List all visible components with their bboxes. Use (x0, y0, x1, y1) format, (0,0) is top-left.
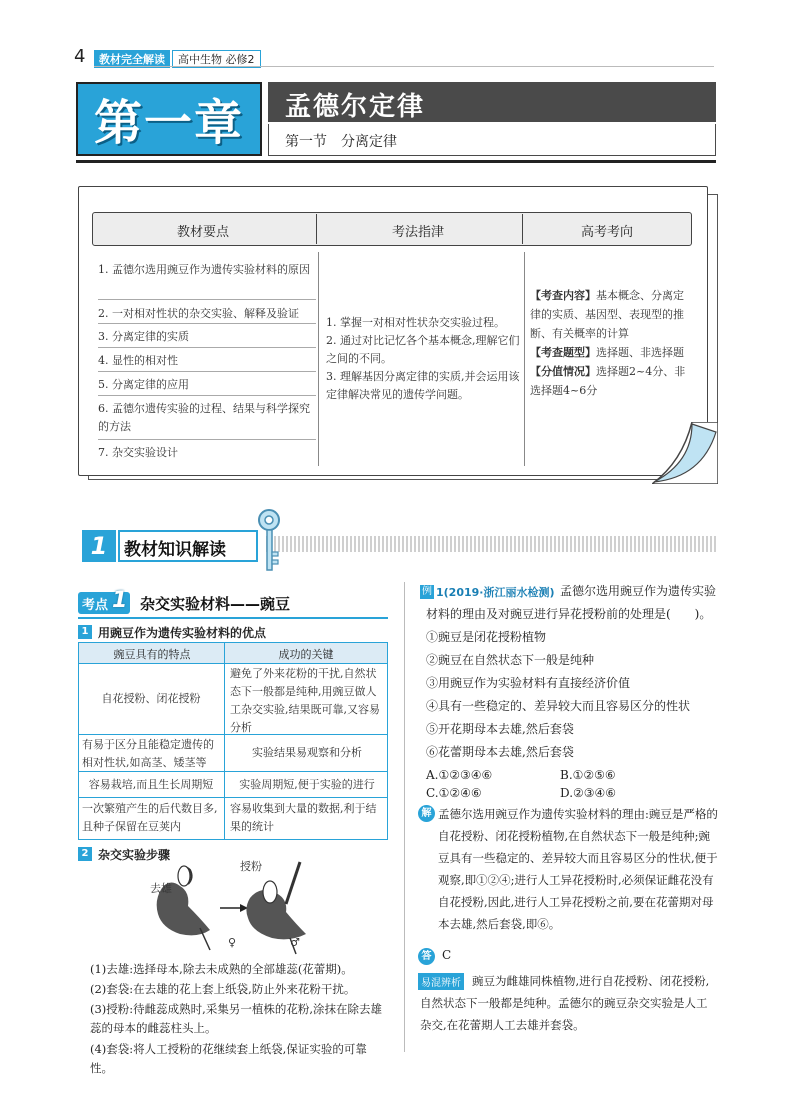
point-rule (98, 371, 316, 372)
point-rule (98, 395, 316, 396)
table-cell: 容易栽培,而且生长周期短 (88, 778, 214, 791)
overview-point: 7. 杂交实验设计 (98, 446, 178, 459)
example-item: ④具有一些稳定的、差异较大而且容易区分的性状 (426, 699, 691, 713)
chapter-label: 第一章 (93, 95, 244, 151)
kaodian-label: 考点 (82, 598, 109, 613)
trend-score-label: 【分值情况】 (530, 365, 596, 378)
point-rule (98, 439, 316, 440)
example-stem: 材料的理由及对豌豆进行异花授粉前的处理是( )。 (426, 607, 712, 621)
method-item: 2. 通过对比记忆各个基本概念,理解它们之间的不同。 (326, 334, 520, 365)
option-d: D.②③④⑥ (560, 786, 617, 800)
step-item: (1)去雄:选择母本,除去未成熟的全部雄蕊(花蕾期)。 (90, 962, 353, 976)
overview-point: 3. 分离定律的实质 (98, 330, 189, 343)
example-item: ⑤开花期母本去雄,然后套袋 (426, 722, 574, 736)
option-a: A.①②③④⑥ (426, 768, 493, 782)
page-curl-icon (652, 422, 718, 484)
example-item: ①豌豆是闭花授粉植物 (426, 630, 547, 644)
option-b: B.①②⑤⑥ (560, 768, 616, 782)
confusion-text: 豌豆为雌雄同株植物,进行自花授粉、闭花授粉,自然状态下一般都是纯种。孟德尔的豌豆杂交实验是人工杂交,在花蕾期人工去雄并套袋。 (420, 974, 710, 1032)
column-divider (318, 252, 319, 466)
trend-content-label: 【考查内容】 (530, 289, 596, 302)
table-cell: 自花授粉、闭花授粉 (101, 692, 201, 705)
point-rule (98, 347, 316, 348)
column-separator (404, 582, 405, 1052)
figure-label-left: 去雄 (150, 882, 172, 895)
overview-col-header: 高考考向 (580, 225, 633, 240)
method-item: 3. 理解基因分离定律的实质,并会运用该定律解决常见的遗传学问题。 (326, 370, 520, 401)
overview-point: 4. 显性的相对性 (98, 354, 178, 367)
table-col-header: 成功的关键 (278, 648, 334, 661)
figure-label-right: 授粉 (240, 860, 262, 873)
table-cell: 一次繁殖产生的后代数目多,且种子保留在豆荚内 (82, 802, 218, 833)
trend-score-text: 选择题2~4分、非选择题4~6分 (530, 365, 686, 397)
overview-trends (530, 286, 690, 400)
trend-type-label: 【考查题型】 (530, 346, 596, 359)
figure-male-symbol: ♂ (290, 936, 300, 949)
chapter-title: 孟德尔定律 (285, 92, 426, 122)
explanation-text: 孟德尔选用豌豆作为遗传实验材料的理由:豌豆是严格的自花授粉、闭花授粉植物,在自然状态下一般是纯种;豌豆具有一些稳定的、差异较大而且容易区分的性状,便于观察,即①②④;进行人工异花授粉时,必须保证雌花没有自花授粉,因此,进行人工异花授粉之前,要在花蕾期对母本去雄,然后套袋,即⑥。 (438, 807, 718, 931)
example-item: ②豌豆在自然状态下一般是纯种 (426, 653, 595, 667)
option-c: C.①②④⑥ (426, 786, 482, 800)
series-tag: 教材完全解读 (94, 50, 170, 68)
kaodian-underline (78, 617, 388, 619)
overview-point: 6. 孟德尔遗传实验的过程、结果与科学探究的方法 (98, 402, 310, 433)
answer-badge: 答 (418, 948, 435, 965)
table-cell: 实验周期短,便于实验的进行 (239, 778, 375, 791)
table-col-divider (224, 642, 225, 840)
example-stem-first: 孟德尔选用豌豆作为遗传实验 (560, 584, 717, 598)
section-heading: 教材知识解读 (124, 540, 226, 560)
sub-number-badge: 2 (78, 847, 92, 861)
example-badge: 例 (422, 586, 432, 597)
overview-col-header: 教材要点 (176, 225, 229, 240)
table-cell: 容易收集到大量的数据,利于结果的统计 (230, 802, 377, 833)
overview-col-header: 考法指津 (391, 225, 444, 240)
overview-point: 1. 孟德尔选用豌豆作为遗传实验材料的原因 (98, 263, 310, 276)
page-number: 4 (74, 46, 86, 67)
step-item: (3)授粉:待雌蕊成熟时,采集另一植株的花粉,涂抹在除去雄蕊的母本的雌蕊柱头上。 (90, 1002, 382, 1035)
section-stripe (266, 536, 718, 552)
trend-type-text: 选择题、非选择题 (596, 346, 684, 359)
table-col-header: 豌豆具有的特点 (113, 648, 191, 661)
kaodian-title: 杂交实验材料——豌豆 (140, 595, 291, 613)
overview-methods (326, 314, 520, 404)
course-tag: 高中生物 必修2 (172, 50, 261, 68)
sub-title: 用豌豆作为遗传实验材料的优点 (98, 626, 267, 640)
kaodian-number: 1 (112, 588, 128, 613)
example-item: ③用豌豆作为实验材料有直接经济价值 (426, 676, 631, 690)
header-divider (316, 214, 317, 244)
step-item: (2)套袋:在去雄的花上套上纸袋,防止外来花粉干扰。 (90, 982, 356, 996)
example-source: 1(2019·浙江丽水检测) (436, 586, 555, 599)
point-rule (98, 299, 316, 300)
column-divider (524, 252, 525, 466)
sub-number-badge: 1 (78, 625, 92, 639)
answer-text: C (442, 948, 452, 962)
sub-title: 杂交实验步骤 (98, 848, 171, 862)
section-title: 第一节 分离定律 (285, 134, 397, 150)
step-item: (4)套袋:将人工授粉的花继续套上纸袋,保证实验的可靠性。 (90, 1042, 367, 1075)
method-item: 1. 掌握一对相对性状杂交实验过程。 (326, 316, 505, 329)
key-icon (256, 508, 282, 574)
explanation-badge: 解 (418, 805, 435, 822)
point-rule (98, 323, 316, 324)
figure-female-symbol: ♀ (228, 936, 237, 949)
header-divider (522, 214, 523, 244)
table-cell: 避免了外来花粉的干扰,自然状态下一般都是纯种,用豌豆做人工杂交实验,结果既可靠,又容易分析 (230, 667, 380, 734)
table-cell: 有易于区分且能稳定遗传的相对性状,如高茎、矮茎等 (82, 738, 214, 769)
table-row-divider (78, 797, 388, 798)
chapter-divider (76, 160, 716, 163)
confusion-badge: 易混辨析 (418, 973, 464, 990)
table-cell: 实验结果易观察和分析 (252, 746, 362, 759)
section-number-badge: 1 (82, 530, 116, 562)
trend-content-text: 基本概念、分离定律的实质、基因型、表现型的推断、有关概率的计算 (530, 289, 684, 340)
header-rule (94, 66, 714, 67)
overview-point: 5. 分离定律的应用 (98, 378, 189, 391)
example-item: ⑥花蕾期母本去雄,然后套袋 (426, 745, 574, 759)
overview-point: 2. 一对相对性状的杂交实验、解释及验证 (98, 307, 299, 320)
